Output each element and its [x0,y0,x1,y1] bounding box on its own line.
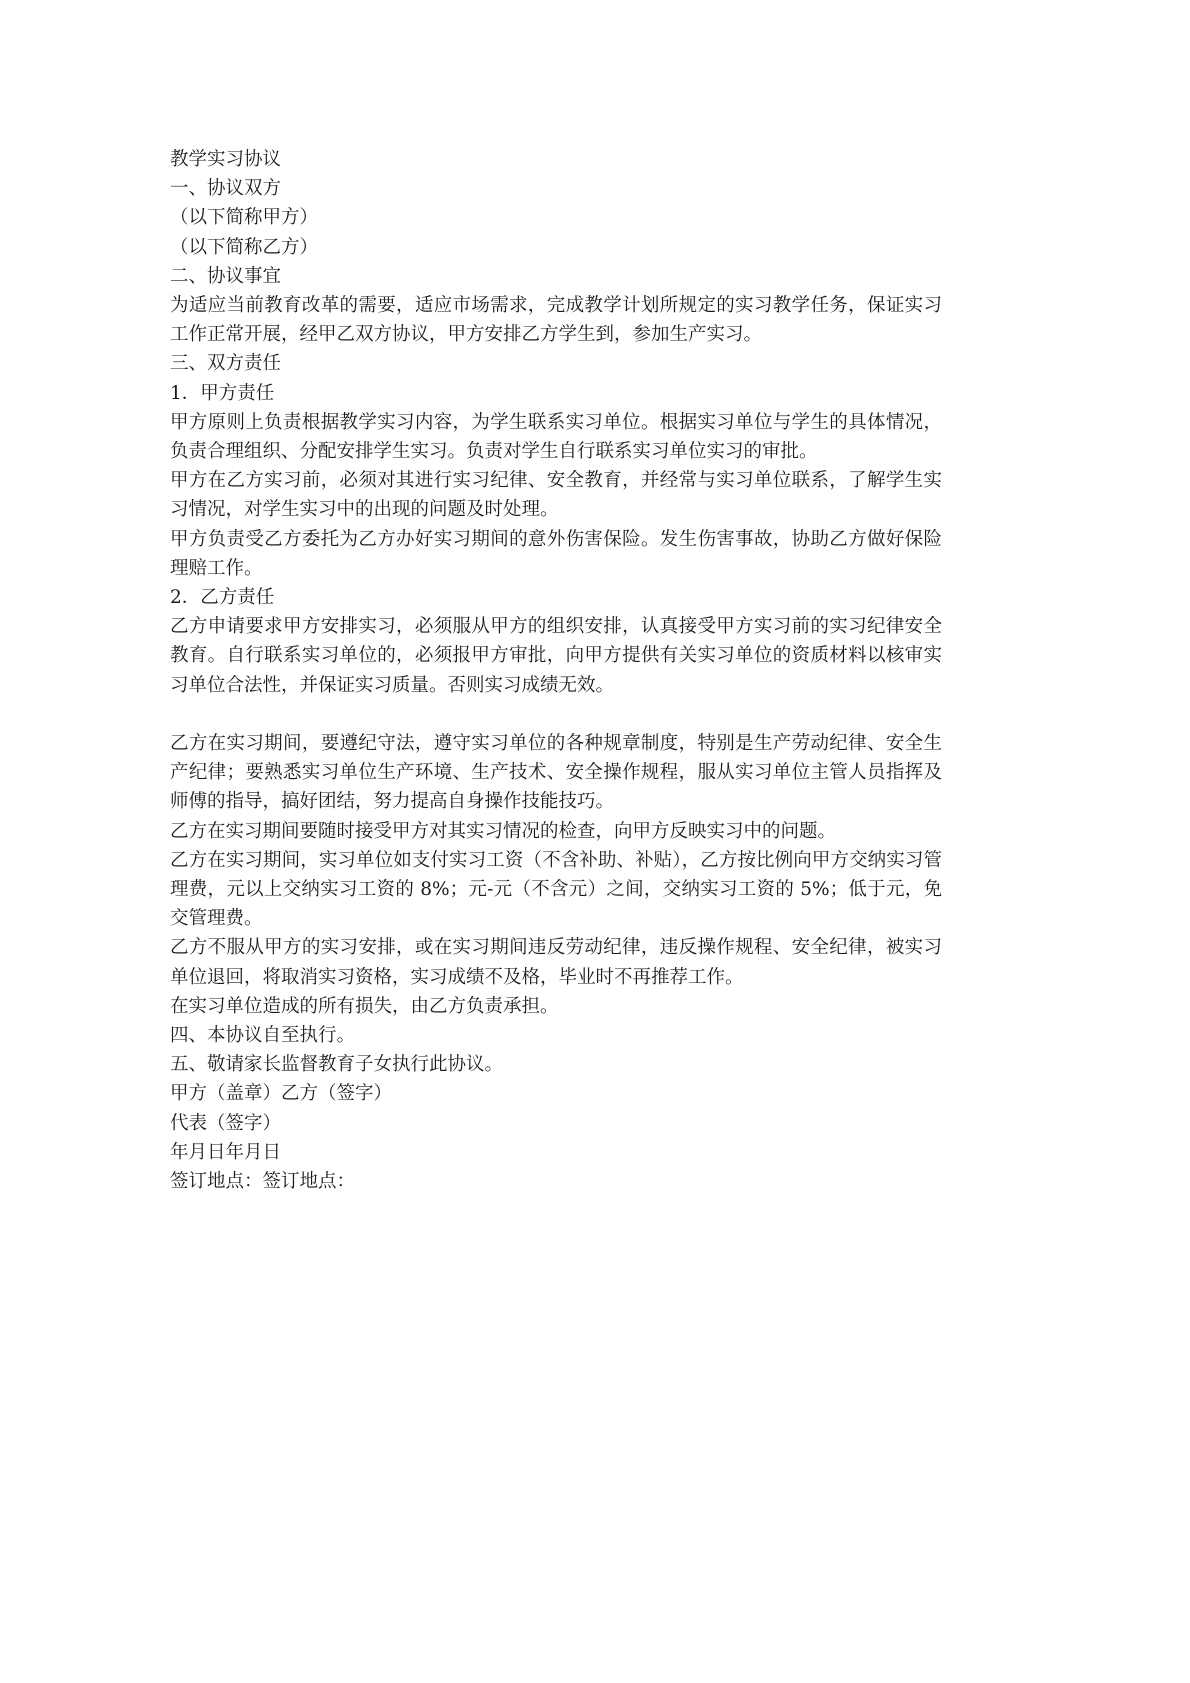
party-a-item: 甲方在乙方实习前，必须对其进行实习纪律、安全教育，并经常与实习单位联系，了解学生实习情况，对学生实习中的出现的问题及时处理。 [170,470,942,521]
party-a-responsibility-heading: 1．甲方责任 [170,382,275,404]
matters-paragraph: 为适应当前教育改革的需要，适应市场需求，完成教学计划所规定的实习教学任务，保证实习工作正常开展，经甲乙双方协议，甲方安排乙方学生到，参加生产实习。 [170,295,942,346]
party-b-label: （以下简称乙方） [170,236,319,258]
section-heading-effective: 四、本协议自至执行。 [170,1025,356,1047]
section-heading-responsibilities: 三、双方责任 [170,353,282,375]
party-b-item: 在实习单位造成的所有损失，由乙方负责承担。 [170,995,559,1017]
section-heading-parental-supervision: 五、敬请家长监督教育子女执行此协议。 [170,1054,504,1076]
party-b-item: 乙方不服从甲方的实习安排，或在实习期间违反劳动纪律，违反操作规程、安全纪律，被实习单位退回，将取消实习资格，实习成绩不及格，毕业时不再推荐工作。 [170,937,942,988]
signature-representative: 代表（签字） [170,1112,282,1134]
party-a-label: （以下简称甲方） [170,207,319,229]
party-b-item: 乙方在实习期间，实习单位如支付实习工资（不含补助、补贴），乙方按比例向甲方交纳实习管理费，元以上交纳实习工资的 8%；元-元（不含元）之间，交纳实习工资的 5%；低于元，免交管理费。 [170,849,942,930]
document-title: 教学实习协议 [170,149,282,170]
party-a-item: 甲方负责受乙方委托为乙方办好实习期间的意外伤害保险。发生伤害事故，协助乙方做好保险理赔工作。 [170,528,942,579]
party-a-item: 甲方原则上负责根据教学实习内容，为学生联系实习单位。根据实习单位与学生的具体情况，负责合理组织、分配安排学生实习。负责对学生自行联系实习单位实习的审批。 [170,411,942,463]
section-heading-parties: 一、协议双方 [170,178,282,200]
document-page [170,145,942,1196]
party-b-item: 乙方在实习期间，要遵纪守法，遵守实习单位的各种规章制度，特别是生产劳动纪律、安全生产纪律；要熟悉实习单位生产环境、生产技术、安全操作规程，服从实习单位主管人员指挥及师傅的指导，搞好团结，努力提高自身操作技能技巧。 [170,733,942,813]
party-b-item: 乙方在实习期间要随时接受甲方对其实习情况的检查，向甲方反映实习中的问题。 [170,820,837,842]
blank-line [170,700,942,729]
signature-dates: 年月日年月日 [170,1141,282,1163]
party-b-item: 乙方申请要求甲方安排实习，必须服从甲方的组织安排，认真接受甲方实习前的实习纪律安全教育。自行联系实习单位的，必须报甲方审批，向甲方提供有关实习单位的资质材料以核审实习单位合法性，并保证实习质量。否则实习成绩无效。 [170,616,942,696]
signature-places: 签订地点：签订地点： [170,1171,356,1193]
party-b-responsibility-heading: 2．乙方责任 [170,587,275,609]
signature-parties: 甲方（盖章）乙方（签字） [170,1083,393,1105]
section-heading-matters: 二、协议事宜 [170,265,282,287]
